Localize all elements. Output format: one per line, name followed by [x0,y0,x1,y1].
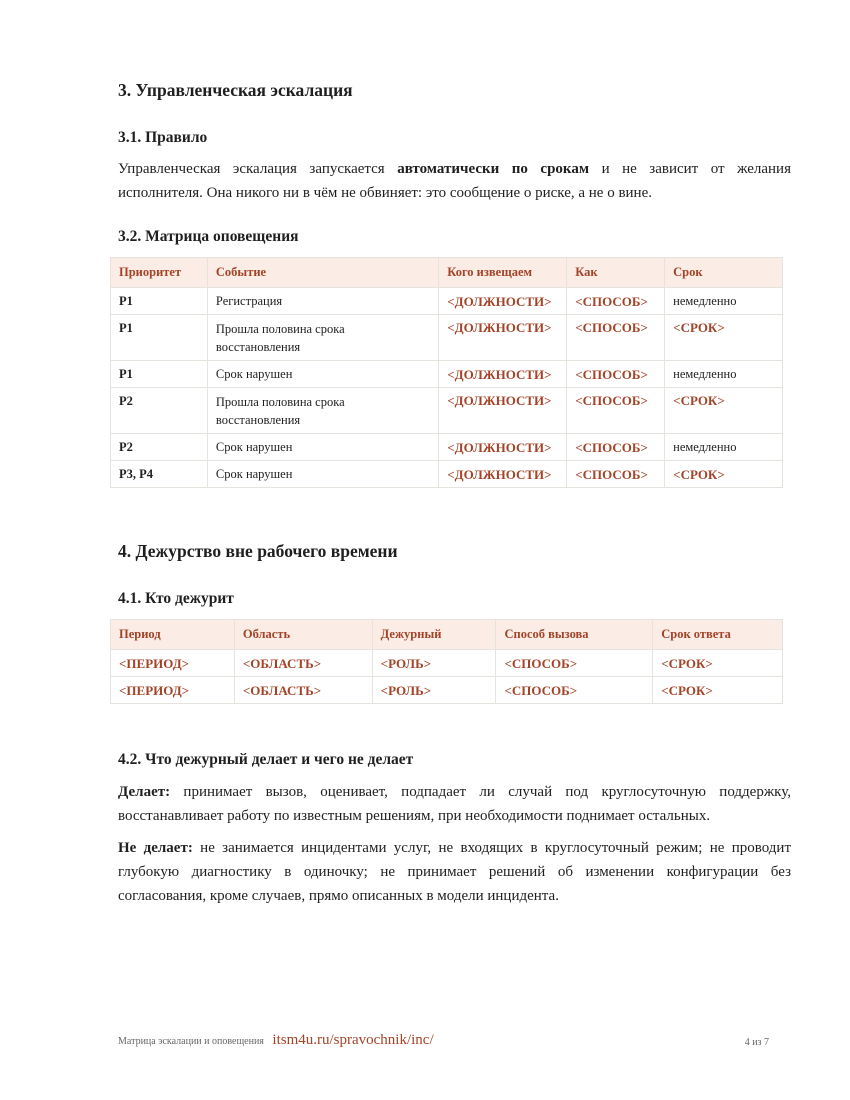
priority-cell: P1 [111,315,208,361]
does-text: принимает вызов, оценивает, подпадает ли случай под круглосуточную поддержку, восстанавливает работу по известным решениям, при необходимости поднимает остальных. [118,784,791,824]
column-header: Способ вызова [496,620,653,650]
column-header: Как [567,258,665,288]
column-header: Срок ответа [653,620,783,650]
method-cell: <СПОСОБ> [567,388,665,434]
deadline-cell: <СРОК> [665,388,783,434]
table-row [111,288,783,315]
section-4-1-title: 4.1. Кто дежурит [118,590,234,607]
rule-paragraph [118,157,791,205]
doesnt-text: не занимается инцидентами услуг, не входящих в круглосуточный режим; не проводит глубокую диагностику в одиночку; не принимает решений об изменении конфигурации без согласования, кроме случаев, прямо описанных в модели инцидента. [118,840,791,904]
event-cell: Срок нарушен [207,461,438,488]
column-header: Событие [207,258,438,288]
deadline-cell: немедленно [665,434,783,461]
table-row [111,677,783,704]
table-header-row [111,258,783,288]
notification-matrix-table [110,257,783,488]
section-3-2-title: 3.2. Матрица оповещения [118,228,299,245]
event-cell: Срок нарушен [207,361,438,388]
table-row [111,315,783,361]
recipients-cell: <ДОЛЖНОСТИ> [439,388,567,434]
footer-link[interactable]: itsm4u.ru/spravochnik/inc/ [272,1032,434,1048]
column-header: Срок [665,258,783,288]
priority-cell: P3, P4 [111,461,208,488]
role-cell: <РОЛЬ> [372,650,496,677]
column-header: Кого извещаем [439,258,567,288]
method-cell: <СПОСОБ> [567,361,665,388]
column-header: Дежурный [372,620,496,650]
deadline-cell: немедленно [665,361,783,388]
table-header-row [111,620,783,650]
section-3-1-title: 3.1. Правило [118,129,208,146]
recipients-cell: <ДОЛЖНОСТИ> [439,315,567,361]
priority-cell: P1 [111,288,208,315]
method-cell: <СПОСОБ> [496,650,653,677]
area-cell: <ОБЛАСТЬ> [234,677,372,704]
method-cell: <СПОСОБ> [567,434,665,461]
rule-text-start: Управленческая эскалация запускается [118,161,398,177]
column-header: Период [111,620,235,650]
section-3-title: 3. Управленческая эскалация [118,80,353,100]
event-cell: Регистрация [207,288,438,315]
priority-cell: P2 [111,388,208,434]
does-paragraph [118,780,791,828]
section-4-2-title: 4.2. Что дежурный делает и чего не делает [118,751,414,768]
method-cell: <СПОСОБ> [567,461,665,488]
event-cell: Прошла половина срока восстановления [207,315,438,361]
event-cell: Прошла половина срока восстановления [207,388,438,434]
period-cell: <ПЕРИОД> [111,650,235,677]
area-cell: <ОБЛАСТЬ> [234,650,372,677]
footer-doc-title: Матрица эскалации и оповещения [118,1036,264,1047]
does-label: Делает: [118,784,171,800]
method-cell: <СПОСОБ> [496,677,653,704]
event-cell: Срок нарушен [207,434,438,461]
rule-text-end: и не зависит от желания исполнителя. Она никого ни в чём не обвиняет: это сообщение о риске, а не о вине. [118,161,791,201]
response-time-cell: <СРОК> [653,650,783,677]
method-cell: <СПОСОБ> [567,288,665,315]
page-number: 4 из 7 [744,1037,769,1048]
deadline-cell: немедленно [665,288,783,315]
recipients-cell: <ДОЛЖНОСТИ> [439,288,567,315]
priority-cell: P1 [111,361,208,388]
section-4-title: 4. Дежурство вне рабочего времени [118,541,398,561]
table-row [111,650,783,677]
table-row [111,461,783,488]
duty-table [110,619,783,704]
doesnt-label: Не делает: [118,840,193,856]
column-header: Приоритет [111,258,208,288]
rule-text-bold: автоматически по срокам [397,161,590,177]
response-time-cell: <СРОК> [653,677,783,704]
deadline-cell: <СРОК> [665,315,783,361]
deadline-cell: <СРОК> [665,461,783,488]
method-cell: <СПОСОБ> [567,315,665,361]
recipients-cell: <ДОЛЖНОСТИ> [439,434,567,461]
doesnt-paragraph [118,836,791,908]
role-cell: <РОЛЬ> [372,677,496,704]
table-row [111,434,783,461]
priority-cell: P2 [111,434,208,461]
period-cell: <ПЕРИОД> [111,677,235,704]
recipients-cell: <ДОЛЖНОСТИ> [439,461,567,488]
table-row [111,388,783,434]
page-footer [118,1032,769,1049]
table-row [111,361,783,388]
column-header: Область [234,620,372,650]
recipients-cell: <ДОЛЖНОСТИ> [439,361,567,388]
